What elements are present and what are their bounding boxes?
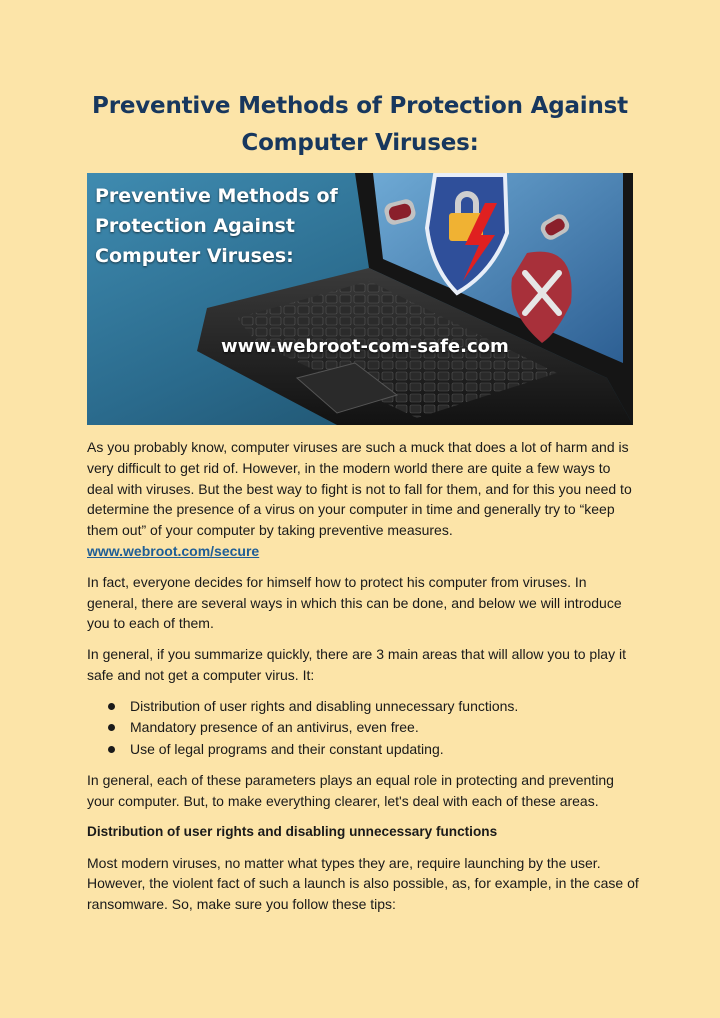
list-item: Mandatory presence of an antivirus, even free.: [130, 717, 639, 739]
paragraph-2: In fact, everyone decides for himself how to protect his computer from viruses. In general, there are several ways in which this can be done, and below we will introduce you to each of them.: [87, 573, 622, 632]
hero-image: [87, 173, 633, 425]
hero-heading-line-3: Computer Viruses:: [95, 245, 294, 267]
hero-heading: [95, 181, 338, 271]
list-item: Distribution of user rights and disabling unnecessary functions.: [130, 696, 639, 718]
list-item: Use of legal programs and their constant updating.: [130, 739, 639, 761]
hero-url: www.webroot-com-safe.com: [221, 336, 509, 357]
hero-heading-line-1: Preventive Methods of: [95, 185, 338, 207]
article-body: [87, 437, 639, 925]
title-line-2: Computer Viruses:: [241, 130, 479, 156]
section-subheading: Distribution of user rights and disabling unnecessary functions: [87, 823, 498, 839]
intro-text: As you probably know, computer viruses are such a muck that does a lot of harm and is very difficult to get rid of. However, in the modern world there are quite a few ways to deal with viruses. But the best way to fight is not to fall for them, and for this you need to determine the presence of a virus on your computer in time and generally try to “keep them out” of your computer by taking preventive measures.: [87, 439, 632, 539]
hero-heading-line-2: Protection Against: [95, 215, 295, 237]
title-line-1: Preventive Methods of Protection Against: [92, 93, 628, 119]
paragraph-3: In general, if you summarize quickly, there are 3 main areas that will allow you to play it safe and not get a computer virus. It:: [87, 646, 626, 683]
paragraph-4: In general, each of these parameters plays an equal role in protecting and preventing your computer. But, to make everything clearer, let's deal with each of these areas.: [87, 772, 614, 810]
bullet-list: [87, 696, 639, 761]
intro-paragraph: [87, 437, 639, 562]
paragraph-5: Most modern viruses, no matter what types they are, require launching by the user. However, the violent fact of such a launch is also possible, as, for example, in the case of ransomware. So, make sure you follow these tips:: [87, 854, 639, 913]
webroot-secure-link[interactable]: www.webroot.com/secure: [87, 542, 260, 559]
page-title: [70, 88, 650, 162]
